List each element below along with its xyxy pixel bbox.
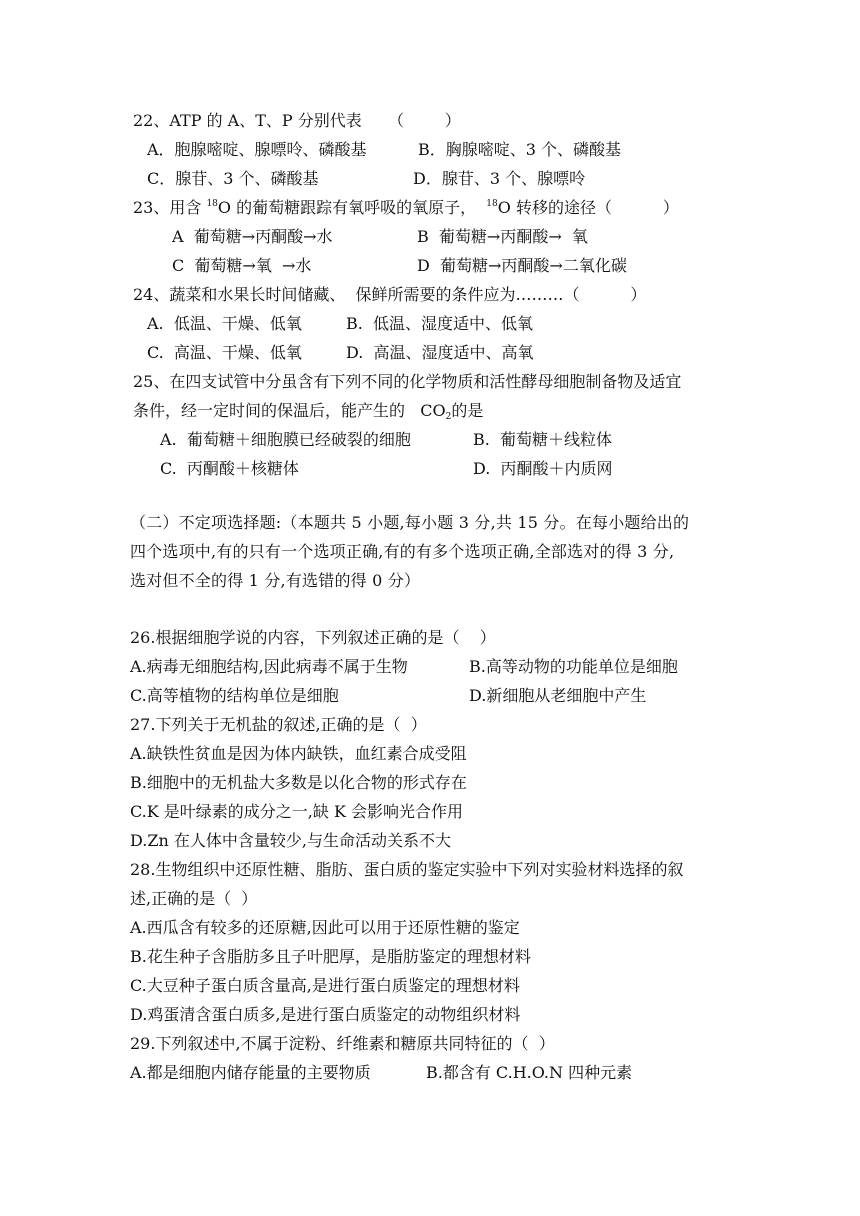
q25-stem-line-2-part-b: 的是 xyxy=(451,401,484,420)
q28-option-b-text: B.花生种子含脂肪多且子叶肥厚，是脂肪鉴定的理想材料 xyxy=(130,947,531,966)
section-2-instructions-line-3 xyxy=(130,571,420,591)
q28-option-c xyxy=(130,976,520,996)
q22-option-d xyxy=(413,169,585,189)
q27-stem xyxy=(130,715,427,735)
q25-option-b xyxy=(473,430,612,450)
q23-option-c-text: C 葡萄糖→氧 →水 xyxy=(172,256,312,275)
q23-stem xyxy=(133,198,679,218)
q27-option-a-text: A.缺铁性贫血是因为体内缺铁，血红素合成受阻 xyxy=(130,744,467,763)
q23-option-d xyxy=(417,256,627,276)
q27-option-b xyxy=(130,773,467,793)
q25-stem-line-2-part-a: 条件，经一定时间的保温后，能产生的 CO xyxy=(133,401,446,420)
q22-option-a-text: A．胞腺嘧啶、腺嘌呤、磷酸基 xyxy=(147,140,367,159)
q24-option-d-text: D. 高温、湿度适中、高氧 xyxy=(346,343,534,362)
q26-option-a-text: A.病毒无细胞结构,因此病毒不属于生物 xyxy=(130,657,408,676)
q27-option-b-text: B.细胞中的无机盐大多数是以化合物的形式存在 xyxy=(130,773,467,792)
q26-option-c-text: C.高等植物的结构单位是细胞 xyxy=(130,686,339,705)
q25-stem-line-1-text: 25、在四支试管中分虽含有下列不同的化学物质和活性酵母细胞制备物及适宜 xyxy=(133,372,682,391)
q29-option-a-text: A.都是细胞内储存能量的主要物质 xyxy=(130,1063,371,1082)
q26-option-c xyxy=(130,686,339,706)
q28-option-c-text: C.大豆种子蛋白质含量高,是进行蛋白质鉴定的理想材料 xyxy=(130,976,520,995)
q27-option-a xyxy=(130,744,467,764)
q28-stem-line-1 xyxy=(130,860,683,880)
q24-stem xyxy=(133,285,646,305)
q25-option-c xyxy=(160,459,299,479)
q29-option-b xyxy=(426,1063,632,1083)
q23-option-d-text: D 葡萄糖→丙酮酸→二氧化碳 xyxy=(417,256,627,275)
q22-stem-text: 22、ATP 的 A、T、P 分别代表 xyxy=(133,111,362,130)
q27-option-d-text: D.Zn 在人体中含量较少,与生命活动关系不大 xyxy=(130,831,451,850)
q23-stem-part-b: O 的葡萄糖跟踪有氧呼吸的氧原子， xyxy=(217,198,487,217)
q25-option-d xyxy=(473,459,613,479)
q25-stem-line-2 xyxy=(133,401,483,421)
q28-option-a-text: A.西瓜含有较多的还原糖,因此可以用于还原性糖的鉴定 xyxy=(130,918,520,937)
section-2-instructions-line-2 xyxy=(130,542,674,562)
q25-option-b-text: B. 葡萄糖＋线粒体 xyxy=(473,430,613,449)
q27-stem-text: 27.下列关于无机盐的叙述,正确的是（ ） xyxy=(130,715,427,734)
q22-answer-paren xyxy=(388,111,461,131)
q28-option-b xyxy=(130,947,531,967)
q27-option-d xyxy=(130,831,451,851)
q28-stem-line-2 xyxy=(130,889,257,909)
q24-option-b-text: B. 低温、湿度适中、低氧 xyxy=(346,314,534,333)
section-2-line-2-text: 四个选项中,有的只有一个选项正确,有的有多个选项正确,全部选对的得 3 分, xyxy=(130,542,675,561)
q23-isotope-mass-1: 18 xyxy=(206,199,218,209)
q25-option-c-text: C. 丙酮酸＋核糖体 xyxy=(160,459,299,478)
q23-option-b-text: B 葡萄糖→丙酮酸→ 氧 xyxy=(417,227,588,246)
q28-option-a xyxy=(130,918,520,938)
q24-stem-text: 24、蔬菜和水果长时间储藏、 保鲜所需要的条件应为………（ ） xyxy=(133,285,647,304)
q29-stem-text: 29.下列叙述中,不属于淀粉、纤维素和糖原共同特征的（ ） xyxy=(130,1034,555,1053)
q28-stem-line-1-text: 28.生物组织中还原性糖、脂肪、蛋白质的鉴定实验中下列对实验材料选择的叙 xyxy=(130,860,684,879)
q28-option-d xyxy=(130,1005,520,1025)
q26-option-b-text: B.高等动物的功能单位是细胞 xyxy=(469,657,678,676)
q24-option-c-text: C. 高温、干燥、低氧 xyxy=(147,343,302,362)
q29-stem xyxy=(130,1034,555,1054)
q24-option-a xyxy=(147,314,302,334)
q22-paren-text: （ ） xyxy=(388,111,461,130)
q23-option-a xyxy=(172,227,333,247)
q22-stem xyxy=(133,111,362,131)
q22-option-d-text: D．腺苷、3 个、腺嘌呤 xyxy=(413,169,586,188)
q28-option-d-text: D.鸡蛋清含蛋白质多,是进行蛋白质鉴定的动物组织材料 xyxy=(130,1005,521,1024)
q26-option-d xyxy=(469,686,646,706)
q29-option-b-text: B.都含有 C.H.O.N 四种元素 xyxy=(426,1063,633,1082)
q25-stem-line-1 xyxy=(133,372,681,392)
q24-option-c xyxy=(147,343,302,363)
q23-option-b xyxy=(417,227,588,247)
q27-option-c xyxy=(130,802,463,822)
q26-option-b xyxy=(469,657,678,677)
q23-option-a-text: A 葡萄糖→丙酮酸→水 xyxy=(172,227,333,246)
q25-option-a xyxy=(160,430,411,450)
q25-option-d-text: D. 丙酮酸＋内质网 xyxy=(473,459,613,478)
q26-option-a xyxy=(130,657,408,677)
q23-option-c xyxy=(172,256,311,276)
q23-stem-part-a: 23、用含 xyxy=(133,198,207,217)
q22-option-c xyxy=(147,169,319,189)
q28-stem-line-2-text: 述,正确的是（ ） xyxy=(130,889,258,908)
q22-option-c-text: C．腺苷、3 个、磷酸基 xyxy=(147,169,319,188)
q25-option-a-text: A. 葡萄糖＋细胞膜已经破裂的细胞 xyxy=(160,430,411,449)
section-2-instructions-line-1 xyxy=(130,513,689,533)
q22-option-a xyxy=(147,140,367,160)
q24-option-a-text: A. 低温、干燥、低氧 xyxy=(147,314,302,333)
q26-stem-text: 26.根据细胞学说的内容，下列叙述正确的是（ ） xyxy=(130,628,496,647)
section-2-line-3-text: 选对但不全的得 1 分,有选错的得 0 分） xyxy=(130,571,421,590)
q24-option-b xyxy=(346,314,533,334)
q24-option-d xyxy=(346,343,534,363)
q26-option-d-text: D.新细胞从老细胞中产生 xyxy=(469,686,647,705)
section-2-line-1-text: （二）不定项选择题:（本题共 5 小题,每小题 3 分,共 15 分。在每小题给出的 xyxy=(130,513,690,532)
q25-co2-subscript: 2 xyxy=(445,412,452,422)
q26-stem xyxy=(130,628,496,648)
q23-isotope-mass-2: 18 xyxy=(486,199,498,209)
q22-option-b-text: B．胸腺嘧啶、3 个、磷酸基 xyxy=(418,140,622,159)
q29-option-a xyxy=(130,1063,371,1083)
q22-option-b xyxy=(418,140,621,160)
q23-stem-part-c: O 转移的途径（ ） xyxy=(497,198,679,217)
q27-option-c-text: C.K 是叶绿素的成分之一,缺 K 会影响光合作用 xyxy=(130,802,464,821)
